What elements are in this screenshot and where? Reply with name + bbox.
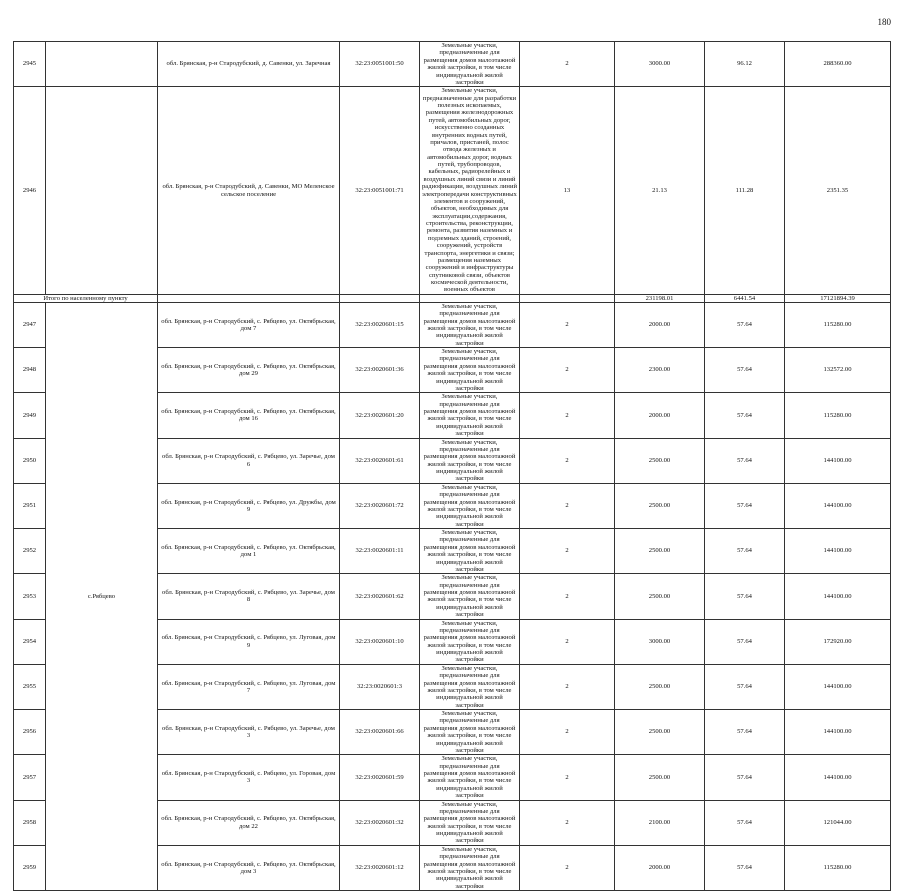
address-cell: обл. Брянская, р-н Стародубский, с. Рябцево, ул. Заречье, дом 8	[158, 574, 340, 619]
row-number: 2956	[14, 710, 46, 755]
address-cell: обл. Брянская, р-н Стародубский, с. Рябцево, ул. Заречье, дом 3	[158, 710, 340, 755]
cadastral-number-cell: 32:23:0020601:11	[340, 529, 420, 574]
purpose-code-cell: 2	[520, 755, 615, 800]
cadastral-number-cell: 32:23:0020601:32	[340, 800, 420, 845]
row-number: 2945	[14, 42, 46, 87]
area-cell: 3000.00	[615, 619, 705, 664]
cadastral-number-cell: 32:23:0020601:3	[340, 664, 420, 709]
total-empty-cell	[420, 294, 520, 302]
locality-cell	[46, 87, 158, 295]
table-row	[14, 42, 891, 87]
address-cell: обл. Брянская, р-н Стародубский, д. Савенки, ул. Заречная	[158, 42, 340, 87]
specific-value-cell: 57.64	[705, 664, 785, 709]
address-cell: обл. Брянская, р-н Стародубский, с. Рябцево, ул. Дружбы, дом 9	[158, 483, 340, 528]
cadastral-number-cell: 32:23:0051001:71	[340, 87, 420, 295]
cadastral-value-cell: 144100.00	[785, 710, 891, 755]
specific-value-cell: 57.64	[705, 619, 785, 664]
row-number: 2954	[14, 619, 46, 664]
purpose-code-cell: 2	[520, 483, 615, 528]
specific-value-cell: 57.64	[705, 302, 785, 347]
table-row	[14, 87, 891, 295]
land-purpose-cell: Земельные участки, предназначенные для размещения домов малоэтажной жилой застройки, в том числе индивидуальной жилой застройки	[420, 664, 520, 709]
address-cell: обл. Брянская, р-н Стародубский, с. Рябцево, ул. Заречье, дом 6	[158, 438, 340, 483]
address-cell: обл. Брянская, р-н Стародубский, с. Рябцево, ул. Луговая, дом 9	[158, 619, 340, 664]
area-cell: 2100.00	[615, 800, 705, 845]
address-cell: обл. Брянская, р-н Стародубский, с. Рябцево, ул. Луговая, дом 7	[158, 664, 340, 709]
cadastral-value-cell: 115280.00	[785, 845, 891, 890]
specific-value-cell: 57.64	[705, 574, 785, 619]
total-label: Итого по населенному пункту	[14, 294, 158, 302]
address-cell: обл. Брянская, р-н Стародубский, с. Рябцево, ул. Октябрьская, дом 3	[158, 845, 340, 890]
area-cell: 2000.00	[615, 845, 705, 890]
purpose-code-cell: 2	[520, 302, 615, 347]
total-empty-cell	[340, 294, 420, 302]
specific-value-cell: 57.64	[705, 438, 785, 483]
area-cell: 21.13	[615, 87, 705, 295]
total-empty-cell	[520, 294, 615, 302]
land-purpose-cell: Земельные участки, предназначенные для размещения домов малоэтажной жилой застройки, в том числе индивидуальной жилой застройки	[420, 42, 520, 87]
cadastral-value-cell: 144100.00	[785, 529, 891, 574]
page-number: 180	[877, 17, 891, 27]
land-purpose-cell: Земельные участки, предназначенные для размещения домов малоэтажной жилой застройки, в том числе индивидуальной жилой застройки	[420, 483, 520, 528]
cadastral-number-cell: 32:23:0051001:50	[340, 42, 420, 87]
purpose-code-cell: 2	[520, 393, 615, 438]
address-cell: обл. Брянская, р-н Стародубский, с. Рябцево, ул. Октябрьская, дом 1	[158, 529, 340, 574]
cadastral-number-cell: 32:23:0020601:12	[340, 845, 420, 890]
area-cell: 2000.00	[615, 393, 705, 438]
address-cell: обл. Брянская, р-н Стародубский, с. Рябцево, ул. Октябрьская, дом 22	[158, 800, 340, 845]
specific-value-cell: 57.64	[705, 529, 785, 574]
address-cell: обл. Брянская, р-н Стародубский, с. Рябцево, ул. Горовая, дом 3	[158, 755, 340, 800]
land-registry-table	[13, 41, 891, 891]
area-cell: 2300.00	[615, 348, 705, 393]
cadastral-number-cell: 32:23:0020601:10	[340, 619, 420, 664]
purpose-code-cell: 2	[520, 42, 615, 87]
total-cadastral-value: 17121894.39	[785, 294, 891, 302]
area-cell: 3000.00	[615, 42, 705, 87]
cadastral-value-cell: 144100.00	[785, 664, 891, 709]
row-number: 2947	[14, 302, 46, 347]
row-number: 2949	[14, 393, 46, 438]
specific-value-cell: 57.64	[705, 348, 785, 393]
area-cell: 2500.00	[615, 664, 705, 709]
table-row	[14, 302, 891, 347]
cadastral-number-cell: 32:23:0020601:20	[340, 393, 420, 438]
purpose-code-cell: 2	[520, 845, 615, 890]
specific-value-cell: 96.12	[705, 42, 785, 87]
cadastral-value-cell: 144100.00	[785, 755, 891, 800]
land-purpose-cell: Земельные участки, предназначенные для размещения домов малоэтажной жилой застройки, в том числе индивидуальной жилой застройки	[420, 800, 520, 845]
row-number: 2953	[14, 574, 46, 619]
land-purpose-cell: Земельные участки, предназначенные для размещения домов малоэтажной жилой застройки, в том числе индивидуальной жилой застройки	[420, 438, 520, 483]
cadastral-value-cell: 144100.00	[785, 574, 891, 619]
address-cell: обл. Брянская, р-н Стародубский, с. Рябцево, ул. Октябрьская, дом 7	[158, 302, 340, 347]
purpose-code-cell: 2	[520, 529, 615, 574]
purpose-code-cell: 2	[520, 438, 615, 483]
registry-body	[14, 42, 891, 891]
cadastral-value-cell: 115280.00	[785, 393, 891, 438]
purpose-code-cell: 2	[520, 800, 615, 845]
land-purpose-cell: Земельные участки, предназначенные для разработки полезных ископаемых, размещения железнодорожных путей, автомобильных дорог, искусственно созданных внутренних водных путей, причалов, пристаней, полос отвода железных и автомобильных дорог, водных путей, трубопроводов, кабельных, радиорелейных и воздушных линий связи и линий радиофикации, воздушных линий электропередачи конструктивных элементов и сооружений, объектов, необходимых для эксплуатации,содержания, строительства, реконструкции, ремонта, развития наземных и подземных зданий, строений, сооружений, устройств транспорта, энергетики и связи; размещения наземных сооружений и инфраструктуры спутниковой связи, объектов космической деятельности, военных объектов	[420, 87, 520, 295]
land-purpose-cell: Земельные участки, предназначенные для размещения домов малоэтажной жилой застройки, в том числе индивидуальной жилой застройки	[420, 393, 520, 438]
land-purpose-cell: Земельные участки, предназначенные для размещения домов малоэтажной жилой застройки, в том числе индивидуальной жилой застройки	[420, 710, 520, 755]
cadastral-value-cell: 132572.00	[785, 348, 891, 393]
specific-value-cell: 57.64	[705, 800, 785, 845]
cadastral-number-cell: 32:23:0020601:66	[340, 710, 420, 755]
purpose-code-cell: 2	[520, 619, 615, 664]
land-purpose-cell: Земельные участки, предназначенные для размещения домов малоэтажной жилой застройки, в том числе индивидуальной жилой застройки	[420, 845, 520, 890]
cadastral-value-cell: 115280.00	[785, 302, 891, 347]
address-cell: обл. Брянская, р-н Стародубский, д. Савенки, МО Меленское сельское поселение	[158, 87, 340, 295]
cadastral-value-cell: 172920.00	[785, 619, 891, 664]
area-cell: 2000.00	[615, 302, 705, 347]
cadastral-number-cell: 32:23:0020601:72	[340, 483, 420, 528]
cadastral-value-cell: 144100.00	[785, 438, 891, 483]
area-cell: 2500.00	[615, 710, 705, 755]
purpose-code-cell: 2	[520, 348, 615, 393]
row-number: 2946	[14, 87, 46, 295]
row-number: 2958	[14, 800, 46, 845]
cadastral-number-cell: 32:23:0020601:61	[340, 438, 420, 483]
cadastral-number-cell: 32:23:0020601:36	[340, 348, 420, 393]
row-number: 2957	[14, 755, 46, 800]
purpose-code-cell: 2	[520, 710, 615, 755]
address-cell: обл. Брянская, р-н Стародубский, с. Рябцево, ул. Октябрьская, дом 16	[158, 393, 340, 438]
row-number: 2948	[14, 348, 46, 393]
area-cell: 2500.00	[615, 755, 705, 800]
cadastral-number-cell: 32:23:0020601:15	[340, 302, 420, 347]
total-specific-value: 6441.54	[705, 294, 785, 302]
address-cell: обл. Брянская, р-н Стародубский, с. Рябцево, ул. Октябрьская, дом 29	[158, 348, 340, 393]
area-cell: 2500.00	[615, 438, 705, 483]
total-area: 231198.01	[615, 294, 705, 302]
row-number: 2955	[14, 664, 46, 709]
area-cell: 2500.00	[615, 483, 705, 528]
cadastral-value-cell: 288360.00	[785, 42, 891, 87]
total-empty-cell	[158, 294, 340, 302]
purpose-code-cell: 13	[520, 87, 615, 295]
land-purpose-cell: Земельные участки, предназначенные для размещения домов малоэтажной жилой застройки, в том числе индивидуальной жилой застройки	[420, 619, 520, 664]
locality-name: с.Рябцево	[46, 302, 158, 890]
specific-value-cell: 57.64	[705, 845, 785, 890]
specific-value-cell: 57.64	[705, 393, 785, 438]
cadastral-value-cell: 144100.00	[785, 483, 891, 528]
cadastral-number-cell: 32:23:0020601:59	[340, 755, 420, 800]
row-number: 2952	[14, 529, 46, 574]
land-purpose-cell: Земельные участки, предназначенные для размещения домов малоэтажной жилой застройки, в том числе индивидуальной жилой застройки	[420, 574, 520, 619]
specific-value-cell: 111.28	[705, 87, 785, 295]
land-purpose-cell: Земельные участки, предназначенные для размещения домов малоэтажной жилой застройки, в том числе индивидуальной жилой застройки	[420, 302, 520, 347]
locality-total-row	[14, 294, 891, 302]
row-number: 2950	[14, 438, 46, 483]
specific-value-cell: 57.64	[705, 710, 785, 755]
cadastral-value-cell: 2351.35	[785, 87, 891, 295]
land-purpose-cell: Земельные участки, предназначенные для размещения домов малоэтажной жилой застройки, в том числе индивидуальной жилой застройки	[420, 348, 520, 393]
land-purpose-cell: Земельные участки, предназначенные для размещения домов малоэтажной жилой застройки, в том числе индивидуальной жилой застройки	[420, 755, 520, 800]
purpose-code-cell: 2	[520, 664, 615, 709]
locality-cell	[46, 42, 158, 87]
specific-value-cell: 57.64	[705, 483, 785, 528]
area-cell: 2500.00	[615, 529, 705, 574]
row-number: 2951	[14, 483, 46, 528]
row-number: 2959	[14, 845, 46, 890]
purpose-code-cell: 2	[520, 574, 615, 619]
land-purpose-cell: Земельные участки, предназначенные для размещения домов малоэтажной жилой застройки, в том числе индивидуальной жилой застройки	[420, 529, 520, 574]
cadastral-number-cell: 32:23:0020601:62	[340, 574, 420, 619]
cadastral-value-cell: 121044.00	[785, 800, 891, 845]
specific-value-cell: 57.64	[705, 755, 785, 800]
area-cell: 2500.00	[615, 574, 705, 619]
